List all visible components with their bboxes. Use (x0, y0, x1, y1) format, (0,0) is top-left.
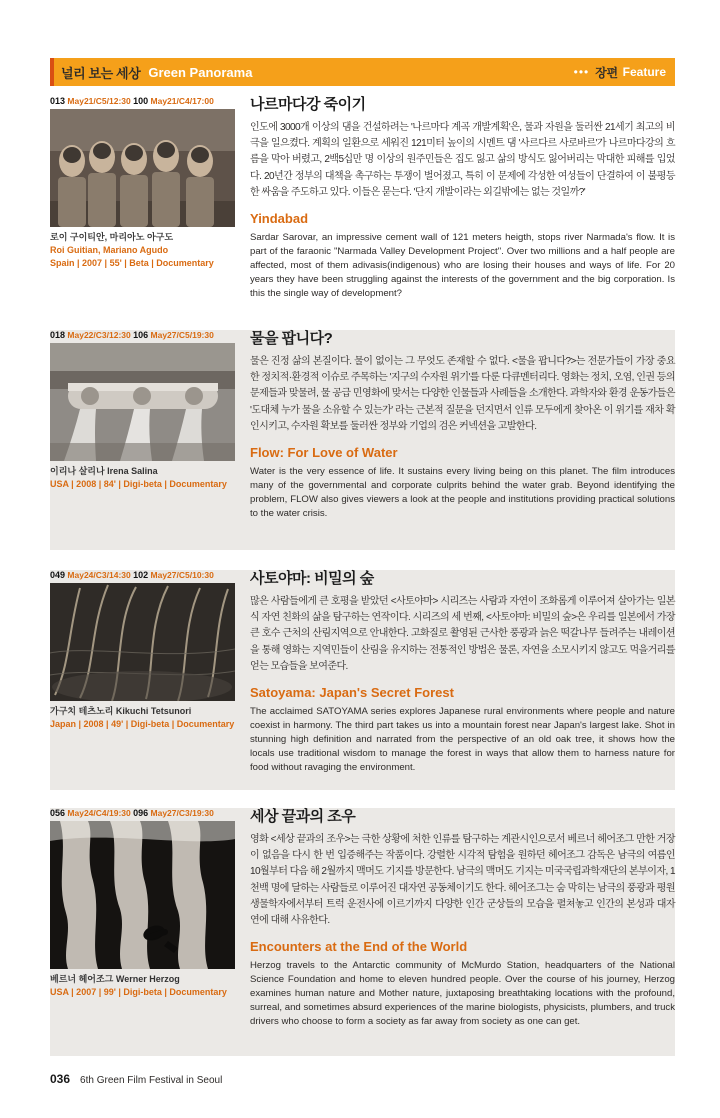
film-still-image (50, 821, 235, 969)
dots-icon: ••• (573, 65, 590, 79)
film-synopsis-korean: 많은 사람들에게 큰 호평을 받았던 <사토야마> 시리즈는 사람과 자연이 조화롭게 이루어져 살아가는 일본식 자연 친화의 삶을 탐구하는 연작이다. 시리즈의 세 번째, <사토야마: 비밀의 숲>은 우리를 일본에서 가장 큰 호수 근처의 산림지역으로 안내한다. 고화질로 촬영된 근사한 풍광과 늙은 떡갈나무 들려주는 내레이션을 통해 영화는 지역민들이 산림을 유지하는 전통적인 방법은 물론, 자연을 소모시키지 않고도 먹을거리를 얻는 모습들을 보여준다. (250, 596, 675, 672)
film-entry (50, 808, 675, 1056)
film-screening-schedule: May21/C5/12:30 (67, 96, 131, 106)
film-entry (50, 330, 675, 550)
film-synopsis-english: Sardar Sarovar, an impressive cement wall of 121 meters heigth, stops river Narmada's flow. It is part of the faraonic "Narmada Valley Development Project". Over two millions and a half people are affected, most of them adivasis(indigenous) who are losing their houses and ways of life. For 20 years they have been struggling against the interests of the government and the big corporation. Is this the single way of development? (250, 231, 675, 300)
film-text-column (250, 570, 675, 775)
film-code-number: 096 (133, 808, 149, 818)
film-credits (50, 465, 235, 491)
film-title-english: Flow: For Love of Water (250, 444, 398, 460)
banner-right-english: Feature (622, 65, 666, 79)
film-screening-schedule: May27/C5/19:30 (150, 330, 214, 340)
film-screening-schedule: May27/C5/10:30 (150, 570, 214, 580)
film-director-english: Roi Guitian, Mariano Agudo (50, 245, 169, 256)
film-synopsis-korean: 물은 진정 삶의 본질이다. 물이 없이는 그 무엇도 존재할 수 없다. <물을 팝니다?>는 전문가들이 가장 중요한 정치적·환경적 이슈로 주목하는 '지구의 수자원 위기'를 다룬 다큐멘터리다. 영화는 정치, 오염, 인권 등의 문제들과 맞물려, 물 공급 민영화에 맞서는 다양한 인물들과 사례들을 소개한다. 과학자와 환경 운동가들은 '도대체 누가 물을 소유할 수 있는가' 라는 근본적 질문을 던지면서 인류 모두에게 찾아온 이 위기를 재차 확인시키고, 수자원 확보를 둘러싼 정부와 기업의 검은 커넥션을 고발한다. (250, 356, 675, 432)
film-still-image (50, 109, 235, 227)
film-code-row (50, 570, 235, 580)
film-code-number: 056 (50, 808, 66, 818)
film-screening-schedule: May24/C3/14:30 (67, 570, 131, 580)
film-title-english: Encounters at the End of the World (250, 939, 468, 955)
film-screening-schedule: May27/C3/19:30 (150, 808, 214, 818)
film-code-number: 106 (133, 330, 149, 340)
film-synopsis-korean: 영화 <세상 끝과의 조우>는 극한 상황에 처한 인류를 탐구하는 계관시인으로서 베르너 헤어조그 만한 거장이 없음을 다시 한 번 입증해주는 작품이다. 강렬한 시각적 탐험을 원하던 헤어조그 감독은 남극의 여름인 10월부터 다음 해 2월까지 맥머도 기지를 방문한다. 남극의 맥머도 기지는 미국국립과학재단의 본부이자, 1천백 명에 달하는 사람들로 이루어진 대자연 공동체이기도 한다. 헤어조그는 숨 막히는 남극의 풍광과 평원 생물학자에서부터 트럭 운전사에 이르기까지 다양한 인간 군상들의 모습을 펼쳐놓고 인간의 본성과 대자연에 대해 사유한다. (250, 834, 675, 926)
film-meta: Spain | 2007 | 55' | Beta | Documentary (50, 258, 214, 269)
film-screening-schedule: May21/C4/17:00 (150, 96, 214, 106)
film-code-row (50, 96, 235, 106)
film-screening-schedule: May22/C3/12:30 (67, 330, 131, 340)
film-meta: Japan | 2008 | 49' | Digi-beta | Documentary (50, 719, 235, 730)
film-meta: USA | 2008 | 84' | Digi-beta | Documentary (50, 479, 227, 490)
banner-accent-bar (50, 58, 54, 86)
film-director-korean: 가구치 테츠노리 Kikuchi Tetsunori (50, 706, 192, 716)
page-footer (50, 1072, 222, 1086)
film-media-column (50, 330, 235, 491)
film-title-korean: 나르마다강 죽이기 (250, 96, 366, 113)
banner-english-title: Green Panorama (148, 64, 253, 80)
film-code-number: 102 (133, 570, 149, 580)
banner-right-korean: 장편 (595, 65, 618, 80)
film-title-english: Yindabad (250, 210, 309, 226)
film-code-number: 100 (133, 96, 149, 106)
banner-right-group (574, 64, 675, 81)
film-credits (50, 231, 235, 270)
film-media-column (50, 808, 235, 999)
film-still-image (50, 343, 235, 461)
film-synopsis-english: Water is the very essence of life. It sustains every living being on this planet. The film introduces many of the governmental and corporate culprits behind the water grab. Beyond identifying the problem, FLOW also gives viewers a look at the people and institutions providing practical solutions to the water crisis. (250, 465, 675, 520)
film-credits (50, 705, 235, 731)
film-synopsis-english: The acclaimed SATOYAMA series explores Japanese rural environments where people and nature coexist in harmony. The third part takes us into a mountain forest near Japan's largest lake. Shot in stunning high definition and narrated from the perspective of an old oak tree, it shows how the locals use traditional wisdom to manage the forest in ways that allow them to harness nature for food without ravaging the environment. (250, 705, 675, 774)
film-text-column (250, 330, 675, 521)
film-text-column (250, 808, 675, 1030)
film-screening-schedule: May24/C4/19:30 (67, 808, 131, 818)
film-still-image (50, 583, 235, 701)
film-director-korean: 로이 구이티안, 마리아노 아구도 (50, 232, 174, 242)
film-media-column (50, 96, 235, 270)
film-entry (50, 96, 675, 318)
film-director-korean: 베르너 헤어조그 Werner Herzog (50, 974, 180, 984)
film-synopsis-korean: 인도에 3000개 이상의 댐을 건설하려는 '나르마다 계곡 개발계획'은, 물과 자원을 둘러싼 21세기 최고의 비극을 일으켰다. 계획의 일환으로 세워진 121미터 높이의 시멘트 댐 '사르다르 사로바르'가 나르마다강의 흐름을 막아 버렸고, 2백5십만 명 이상의 원주민들은 집도 잃고 삶의 방식도 잃어버리는 막대한 피해를 입었다. 20년간 정부의 대책을 촉구하는 투쟁이 벌어졌고, 특히 이 문제에 각성한 여성들이 단결하여 이 불평등한 싸움을 주도하고 있다. 이들은 묻는다. '단지 개발이라는 외길밖에는 없는 것일까?' (250, 122, 675, 198)
film-meta: USA | 2007 | 99' | Digi-beta | Documentary (50, 987, 227, 998)
page-number: 036 (50, 1072, 71, 1086)
film-code-number: 013 (50, 96, 66, 106)
banner-korean-title: 널리 보는 세상 (61, 65, 141, 81)
footer-title: 6th Green Film Festival in Seoul (80, 1075, 223, 1086)
film-code-row (50, 330, 235, 340)
film-media-column (50, 570, 235, 731)
film-director-korean: 이리나 살리나 Irena Salina (50, 466, 158, 476)
film-code-number: 049 (50, 570, 66, 580)
film-code-number: 018 (50, 330, 66, 340)
film-synopsis-english: Herzog travels to the Antarctic community of McMurdo Station, headquarters of the National Science Foundation and home to eleven hundred people. Over the course of his journey, Herzog examines human nature and Mother nature, juxtaposing breathtaking locations with the profound, surreal, and sometimes absurd experiences of the marine biologists, physicists, plumbers, and truck drivers who choose to form a society as far away from society as one can get. (250, 959, 675, 1028)
film-title-korean: 사토야마: 비밀의 숲 (250, 570, 374, 587)
film-title-korean: 세상 끝과의 조우 (250, 808, 356, 825)
film-title-english: Satoyama: Japan's Secret Forest (250, 684, 454, 700)
film-credits (50, 973, 235, 999)
film-entry (50, 570, 675, 790)
film-title-korean: 물을 팝니다? (250, 330, 333, 347)
film-text-column (250, 96, 675, 301)
film-code-row (50, 808, 235, 818)
section-header-banner (50, 58, 675, 86)
